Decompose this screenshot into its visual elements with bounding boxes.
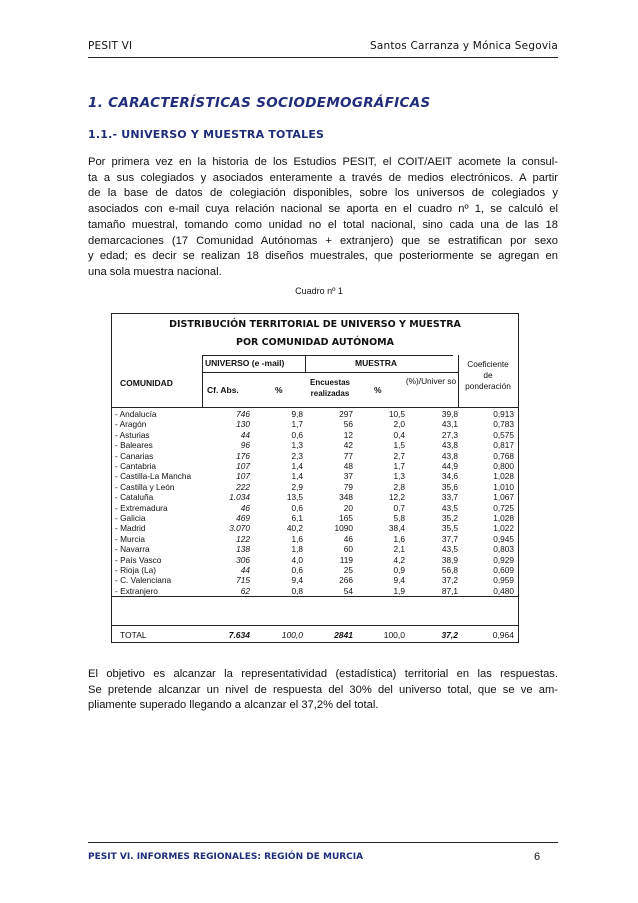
header-rule: [112, 407, 518, 408]
row-muestra-pct: 1,3: [393, 471, 405, 482]
row-comunidad: - Galicia: [115, 513, 146, 523]
row-coeficiente: 0,768: [493, 450, 514, 461]
row-encuestas: 37: [343, 471, 353, 482]
row-encuestas: 20: [343, 502, 353, 513]
objective-paragraph: [88, 667, 558, 714]
row-pct-universo: 37,7: [441, 533, 458, 544]
row-encuestas: 1090: [334, 523, 353, 534]
row-coeficiente: 0,783: [493, 419, 514, 430]
table-row: [112, 523, 518, 534]
paragraph-line: ta a sus colegiados y asociados enteramente a través de medios electrónicos. A partir: [88, 171, 558, 184]
row-universo-pct: 0,8: [291, 585, 303, 596]
paragraph-line: demarcaciones (17 Comunidad Autónomas + extranjero) que se estratifican por sexo: [88, 234, 558, 247]
table-row: [112, 482, 518, 493]
page-header: [88, 40, 558, 56]
row-universo-pct: 1,6: [291, 533, 303, 544]
table-caption: Cuadro nº 1: [295, 286, 343, 296]
total-cell: 100,0: [383, 630, 405, 640]
paragraph-line: El objetivo es alcanzar la representatividad (estadística) territorial en las respuestas.: [88, 668, 558, 680]
row-encuestas: 165: [339, 513, 353, 523]
paragraph-line: asociados con e-mail cuya relación nacional se aporta en el cuadro nº 1, se calculó el: [88, 203, 558, 216]
row-encuestas: 54: [343, 585, 353, 596]
intro-paragraph: [88, 155, 558, 281]
footer-divider: [88, 842, 558, 843]
row-muestra-pct: 0,7: [393, 502, 405, 513]
header-comunidad: COMUNIDAD: [120, 378, 173, 388]
table-row: [112, 565, 518, 576]
row-muestra-pct: 2,0: [393, 419, 405, 430]
row-coeficiente: 0,929: [493, 554, 514, 565]
row-muestra-pct: 1,9: [393, 585, 405, 596]
table-row: [112, 513, 518, 524]
row-universo-abs: 107: [236, 471, 250, 482]
row-muestra-pct: 1,5: [393, 440, 405, 451]
row-coeficiente: 0,575: [493, 429, 514, 440]
table-subtitle: POR COMUNIDAD AUTÓNOMA: [236, 337, 394, 348]
column-rule: [458, 355, 459, 407]
row-coeficiente: 0,800: [493, 461, 514, 471]
row-pct-universo: 43,8: [441, 450, 458, 461]
header-universo: UNIVERSO (e -mail): [205, 358, 285, 368]
paragraph-line: Se pretende alcanzar un nivel de respuesta del 30% del universo total, que se ve am-: [88, 683, 558, 696]
row-universo-abs: 138: [236, 544, 250, 555]
table-row: [112, 534, 518, 545]
row-universo-pct: 1,4: [291, 471, 303, 482]
row-pct-universo: 27,3: [441, 429, 458, 440]
row-comunidad: - Extranjero: [115, 585, 158, 596]
footer-title: PESIT VI. INFORMES REGIONALES: REGIÓN DE MURCIA: [88, 852, 364, 862]
paragraph-line: pliamente superado llegando a alcanzar el 37,2% del total.: [88, 699, 379, 712]
row-comunidad: - Cataluña: [115, 492, 154, 503]
row-muestra-pct: 0,9: [393, 565, 405, 575]
header-right: Santos Carranza y Mónica Segovia: [369, 40, 558, 52]
row-universo-pct: 40,2: [286, 523, 303, 534]
row-universo-abs: 469: [236, 513, 250, 523]
table-row: [112, 471, 518, 482]
row-coeficiente: 0,945: [493, 533, 514, 544]
paragraph-line: tamaño muestral, tomando como unidad no el total nacional, sino cada una de las 18: [88, 218, 558, 231]
row-universo-pct: 0,6: [291, 565, 303, 575]
total-label: TOTAL: [120, 630, 147, 640]
total-cell: 7.634: [228, 630, 250, 640]
row-pct-universo: 39,8: [441, 409, 458, 419]
row-muestra-pct: 4,2: [393, 554, 405, 565]
header-rule: [202, 355, 453, 356]
row-pct-universo: 33,7: [441, 492, 458, 503]
body-bottom-rule: [112, 596, 518, 597]
row-coeficiente: 1,022: [493, 523, 514, 534]
subsection-title: 1.1.- UNIVERSO Y MUESTRA TOTALES: [88, 128, 325, 141]
row-encuestas: 297: [339, 409, 353, 419]
row-comunidad: - Canarias: [115, 450, 154, 461]
table-row: [112, 492, 518, 503]
row-universo-pct: 6,1: [291, 513, 303, 523]
row-comunidad: - Baleares: [115, 440, 153, 451]
row-coeficiente: 0,913: [493, 409, 514, 419]
table-row: [112, 461, 518, 472]
table-row: [112, 555, 518, 566]
row-coeficiente: 0,725: [493, 502, 514, 513]
table-row: [112, 419, 518, 430]
row-universo-abs: 107: [236, 461, 250, 471]
row-pct-universo: 43,1: [441, 419, 458, 430]
row-muestra-pct: 38,4: [388, 523, 405, 534]
row-universo-abs: 130: [236, 419, 250, 430]
row-comunidad: - Madrid: [115, 523, 146, 534]
row-comunidad: - Castilla y León: [115, 481, 175, 492]
row-encuestas: 348: [339, 492, 353, 503]
row-universo-pct: 9,4: [291, 575, 303, 586]
row-muestra-pct: 9,4: [393, 575, 405, 586]
row-universo-pct: 1,4: [291, 461, 303, 471]
row-universo-pct: 13,5: [286, 492, 303, 503]
row-universo-abs: 46: [240, 502, 250, 513]
row-coeficiente: 0,609: [493, 565, 514, 575]
total-cell: 37,2: [441, 630, 458, 640]
row-coeficiente: 0,803: [493, 544, 514, 555]
row-comunidad: - Aragón: [115, 419, 147, 430]
row-coeficiente: 0,959: [493, 575, 514, 586]
header-pct-muestra: %: [374, 385, 382, 395]
row-pct-universo: 34,6: [441, 471, 458, 482]
row-comunidad: - Murcia: [115, 533, 145, 544]
row-muestra-pct: 12,2: [388, 492, 405, 503]
row-universo-pct: 1,8: [291, 544, 303, 555]
row-pct-universo: 43,5: [441, 502, 458, 513]
row-pct-universo: 35,6: [441, 481, 458, 492]
row-encuestas: 60: [343, 544, 353, 555]
row-pct-universo: 56,8: [441, 565, 458, 575]
row-comunidad: - Castilla-La Mancha: [115, 471, 192, 482]
row-encuestas: 25: [343, 565, 353, 575]
row-comunidad: - Extremadura: [115, 502, 168, 513]
row-universo-pct: 0,6: [291, 429, 303, 440]
row-universo-abs: 3.070: [229, 523, 250, 534]
row-comunidad: - Rioja (La): [115, 565, 157, 575]
table-row: [112, 503, 518, 514]
table-row: [112, 451, 518, 462]
row-muestra-pct: 5,8: [393, 513, 405, 523]
row-encuestas: 266: [339, 575, 353, 586]
row-coeficiente: 1,028: [493, 513, 514, 523]
row-muestra-pct: 2,7: [393, 450, 405, 461]
row-universo-pct: 1,7: [291, 419, 303, 430]
paragraph-line: de la base de datos de colegiación disponibles, sobre los universos de colegiados y: [88, 187, 558, 200]
row-coeficiente: 0,480: [493, 585, 514, 596]
row-encuestas: 48: [343, 461, 353, 471]
row-coeficiente: 1,010: [493, 481, 514, 492]
header-rule: [202, 372, 458, 373]
row-muestra-pct: 1,7: [393, 461, 405, 471]
paragraph-line: una sola muestra nacional.: [88, 265, 222, 278]
row-comunidad: - Cantabria: [115, 461, 157, 471]
row-pct-universo: 35,5: [441, 523, 458, 534]
column-rule: [305, 355, 306, 372]
row-comunidad: - C. Valenciana: [115, 575, 172, 586]
row-muestra-pct: 1,6: [393, 533, 405, 544]
header-pct: %: [275, 385, 283, 395]
row-comunidad: - Asturias: [115, 429, 150, 440]
row-pct-universo: 37,2: [441, 575, 458, 586]
header-left: PESIT VI: [88, 40, 133, 52]
row-universo-pct: 4,0: [291, 554, 303, 565]
row-encuestas: 46: [343, 533, 353, 544]
row-pct-universo: 43,8: [441, 440, 458, 451]
table-row: [112, 575, 518, 586]
row-comunidad: - Andalucía: [115, 409, 157, 419]
row-muestra-pct: 10,5: [388, 409, 405, 419]
row-universo-abs: 1.034: [229, 492, 250, 503]
header-coeficiente: Coeficiente de ponderación: [465, 359, 511, 391]
table-row: [112, 544, 518, 555]
row-comunidad: - Navarra: [115, 544, 150, 555]
row-encuestas: 119: [339, 554, 353, 565]
row-encuestas: 56: [343, 419, 353, 430]
column-rule: [202, 355, 203, 407]
row-encuestas: 79: [343, 481, 353, 492]
row-pct-universo: 35,2: [441, 513, 458, 523]
table-row: [112, 409, 518, 420]
row-pct-universo: 44,9: [441, 461, 458, 471]
row-universo-abs: 122: [236, 533, 250, 544]
row-universo-abs: 44: [240, 565, 250, 575]
row-universo-abs: 96: [240, 440, 250, 451]
header-univer: (%)/Univer so: [405, 376, 457, 386]
row-pct-universo: 43,5: [441, 544, 458, 555]
header-divider: [88, 57, 558, 58]
row-universo-abs: 62: [240, 585, 250, 596]
total-cell: 100,0: [281, 630, 303, 640]
row-encuestas: 12: [343, 429, 353, 440]
row-universo-pct: 2,3: [291, 450, 303, 461]
header-encuestas: Encuestas realizadas: [309, 378, 351, 398]
row-encuestas: 77: [343, 450, 353, 461]
row-universo-abs: 306: [236, 554, 250, 565]
table-row: [112, 430, 518, 441]
total-row: [112, 628, 518, 642]
header-muestra: MUESTRA: [355, 358, 398, 368]
row-universo-pct: 2,9: [291, 481, 303, 492]
row-universo-pct: 0,6: [291, 502, 303, 513]
row-universo-abs: 715: [236, 575, 250, 586]
row-pct-universo: 87,1: [441, 585, 458, 596]
row-universo-abs: 222: [236, 481, 250, 492]
row-universo-abs: 746: [236, 409, 250, 419]
row-coeficiente: 0,817: [493, 440, 514, 451]
row-universo-abs: 176: [236, 450, 250, 461]
row-muestra-pct: 2,8: [393, 481, 405, 492]
row-coeficiente: 1,067: [493, 492, 514, 503]
row-universo-abs: 44: [240, 429, 250, 440]
header-cf-abs: Cf. Abs.: [207, 385, 239, 395]
row-pct-universo: 38,9: [441, 554, 458, 565]
table-title: DISTRIBUCIÓN TERRITORIAL DE UNIVERSO Y MUESTRA: [169, 319, 461, 330]
total-cell: 0,964: [492, 630, 514, 640]
row-coeficiente: 1,028: [493, 471, 514, 482]
total-cell: 2841: [334, 630, 353, 640]
page-number: 6: [534, 851, 541, 863]
row-comunidad: - País Vasco: [115, 554, 162, 565]
row-muestra-pct: 2,1: [393, 544, 405, 555]
table-row: [112, 440, 518, 451]
total-top-rule: [112, 625, 518, 626]
row-muestra-pct: 0,4: [393, 429, 405, 440]
row-universo-pct: 9,8: [291, 409, 303, 419]
section-title: 1. CARACTERÍSTICAS SOCIODEMOGRÁFICAS: [88, 95, 431, 111]
paragraph-line: Por primera vez en la historia de los Estudios PESIT, el COIT/AEIT acomete la consul-: [88, 156, 558, 168]
table-row: [112, 586, 518, 597]
row-encuestas: 42: [343, 440, 353, 451]
row-universo-pct: 1,3: [291, 440, 303, 451]
paragraph-line: y edad; es decir se realizan 18 diseños muestrales, que posteriormente se agregan en: [88, 250, 558, 263]
distribution-table: [111, 313, 519, 643]
